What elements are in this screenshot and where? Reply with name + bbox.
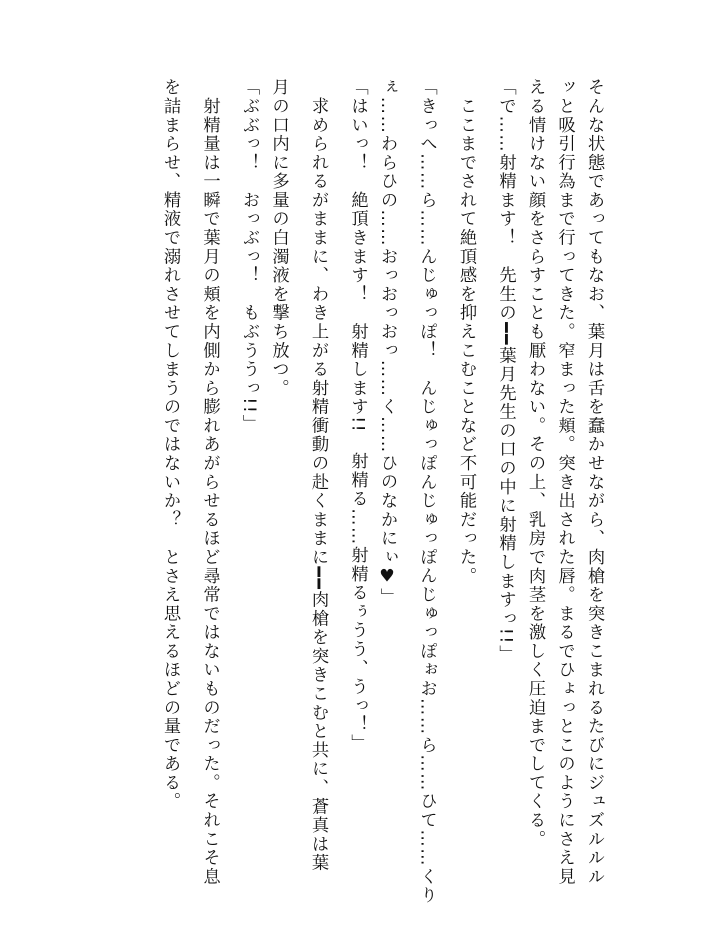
text-line-9: 求められるがままに、わき上がる射精衝動の赴くままに━━肉槍を突きこむと共に、蒼真は葉 — [308, 78, 328, 873]
text-line-5: ここまでされて絶頂感を抑えこむことなど不可能だった。 — [456, 78, 476, 586]
text-line-10: 月の口内に多量の白濁液を撃ち放つ。 — [268, 78, 289, 398]
text-line-3: える情けない顔をさらすことも厭わない。その上、乳房で肉茎を激しく圧迫までしてくる。 — [525, 78, 545, 849]
text-line-12: 射精量は一瞬で葉月の頬を内側から膨れあがらせるほど尋常ではないものだった。それこそ息 — [199, 78, 220, 886]
text-line-2: ッと吸引行為まで行ってきた。窄まった頬。突き出された唇。まるでひょっとこのようにさえ見 — [554, 78, 575, 886]
text-line-8: 「はいっ！ 絶頂きます！ 射精します!! 射精る……射精るぅうう、うっ！」 — [347, 78, 368, 753]
text-line-7: ぇ……わらひの……おっおっおっ……く……ひのなかにぃ♥」 — [377, 78, 397, 607]
text-line-11: 「ぶぶっ！ おっぶっ！ もぶううっ!!」 — [239, 78, 259, 434]
text-line-1: そんな状態であってもなお、葉月は舌を蠢かせながら、肉槍を突きこまれるたびにジュズルルル — [584, 78, 604, 886]
text-line-6: 「きっへ……ら……んじゅっぽ！ んじゅっぽんじゅっぽんじゅっぽぉお……ら……ひて……くり — [416, 78, 437, 905]
text-line-4: 「で……射精ます！ 先生の━━葉月先生の口の中に射精しますっ!!」 — [495, 78, 516, 664]
vertical-text-body — [155, 78, 609, 905]
text-line-13: を詰まらせ、精液で溺れさせてしまうのではないか？ とさえ思えるほどの量である。 — [160, 78, 180, 811]
